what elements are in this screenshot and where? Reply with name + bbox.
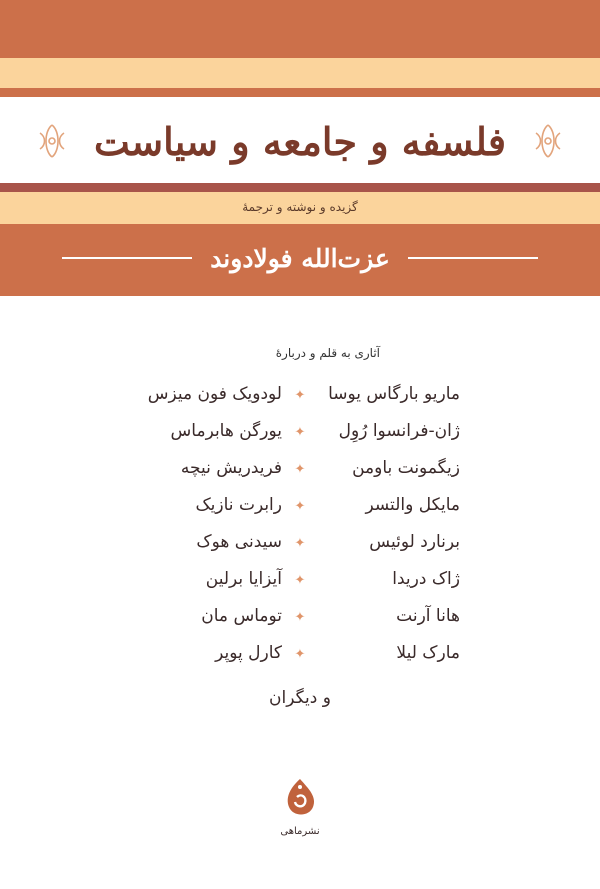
list-item xyxy=(0,458,600,495)
list-item xyxy=(0,643,600,680)
list-item xyxy=(0,384,600,421)
name-left: فریدریش نیچه xyxy=(180,458,282,478)
name-left: سیدنی هوک xyxy=(196,532,282,552)
name-right: هانا آرنت xyxy=(396,606,460,626)
star-icon: ✦ xyxy=(294,499,306,514)
top-band xyxy=(0,0,600,58)
name-left: لودویک فون میزس xyxy=(147,384,282,404)
name-right: زیگمونت باومن xyxy=(352,458,460,478)
intro-text: آثاری به قلم و دربارهٔ xyxy=(275,346,380,360)
author-name: عزت‌الله فولادوند xyxy=(210,243,390,273)
title-row xyxy=(0,100,600,182)
list-item xyxy=(0,421,600,458)
peach-band-top xyxy=(0,58,600,88)
name-right: برنارد لوئیس xyxy=(369,532,460,552)
name-right: مارک لیلا xyxy=(396,643,460,663)
thin-band-top xyxy=(0,88,600,97)
star-icon: ✦ xyxy=(294,462,306,477)
author-rule-right xyxy=(408,257,538,259)
star-icon: ✦ xyxy=(294,573,306,588)
name-right: ژاک دریدا xyxy=(392,569,460,589)
name-left: توماس مان xyxy=(201,606,282,626)
thin-band-bottom xyxy=(0,183,600,192)
name-left: یورگن هابرماس xyxy=(170,421,282,441)
book-subtitle: گزیده و نوشته و ترجمهٔ xyxy=(242,200,358,214)
book-title: فلسفه و جامعه و سیاست xyxy=(93,118,507,164)
name-left: آیزایا برلین xyxy=(205,569,282,589)
star-icon: ✦ xyxy=(294,610,306,625)
star-icon: ✦ xyxy=(294,536,306,551)
author-row xyxy=(0,236,600,280)
list-item xyxy=(0,569,600,606)
name-right: مایکل والتسر xyxy=(365,495,460,515)
author-rule-left xyxy=(62,257,192,259)
list-item xyxy=(0,606,600,643)
publisher-logo-icon xyxy=(277,775,323,821)
star-icon: ✦ xyxy=(294,647,306,662)
floral-ornament-icon xyxy=(528,121,568,161)
list-item xyxy=(0,495,600,532)
star-icon: ✦ xyxy=(294,388,306,403)
name-right: ماریو بارگاس یوسا xyxy=(328,384,460,404)
floral-ornament-icon xyxy=(32,121,72,161)
star-icon: ✦ xyxy=(294,425,306,440)
names-list xyxy=(0,384,600,680)
name-left: رابرت نازیک xyxy=(195,495,282,515)
name-left: کارل پوپر xyxy=(215,643,282,663)
list-item xyxy=(0,532,600,569)
publisher-name: نشرماهی xyxy=(280,826,320,837)
name-right: ژان-فرانسوا رُوِل xyxy=(338,421,460,441)
others-text: و دیگران xyxy=(269,688,331,708)
